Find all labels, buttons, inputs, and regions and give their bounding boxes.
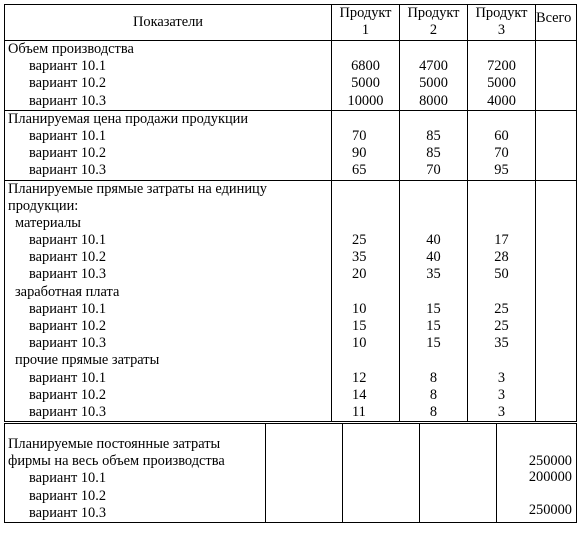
value-cell: 85 [426, 145, 441, 162]
fixed-costs-table [4, 423, 577, 523]
variant-label: вариант 10.1 [29, 127, 107, 144]
fixed-costs-product-2 [343, 424, 420, 523]
production-labels [5, 41, 332, 111]
variant-label: вариант 10.1 [29, 58, 107, 75]
header-product-1 [332, 5, 400, 41]
variant-label: вариант 10.3 [29, 335, 107, 352]
fixed-costs-title-cont: фирмы на весь объем производства [8, 453, 225, 470]
production-product-3 [468, 41, 536, 111]
value-cell: 35 [426, 266, 441, 283]
value-cell: 17 [494, 232, 509, 249]
value-cell: 35 [352, 249, 367, 266]
section-direct-costs [5, 180, 577, 422]
value-cell: 40 [426, 232, 441, 249]
value-cell: 3 [497, 369, 506, 386]
value-cell: 11 [352, 403, 366, 420]
price-total [536, 110, 577, 180]
variant-label: вариант 10.1 [29, 300, 107, 317]
value-cell: 4700 [419, 58, 448, 75]
header-product-1-line1: Продукт [339, 5, 392, 21]
value-cell: 8 [429, 386, 438, 403]
value-cell: 4000 [487, 92, 516, 109]
materials-title: материалы [15, 214, 81, 231]
price-title: Планируемая цена продажи продукции [8, 110, 249, 127]
value-cell: 25 [494, 300, 509, 317]
value-cell: 65 [352, 162, 367, 179]
variant-label: вариант 10.2 [29, 145, 107, 162]
variant-label: вариант 10.2 [29, 249, 107, 266]
value-cell: 200000 [528, 469, 572, 485]
value-cell: 10 [352, 335, 367, 352]
value-cell: 3 [497, 403, 506, 420]
header-product-3-line2: 3 [497, 22, 506, 38]
value-cell: 40 [426, 249, 441, 266]
value-cell: 60 [494, 127, 509, 144]
direct-costs-product-3 [468, 180, 536, 422]
value-cell: 5000 [487, 75, 516, 92]
header-product-2-line2: 2 [429, 22, 438, 38]
variant-label: вариант 10.1 [29, 470, 107, 487]
value-cell: 25 [352, 232, 367, 249]
value-cell: 8 [429, 369, 438, 386]
other-costs-title: прочие прямые затраты [15, 352, 160, 369]
header-total [536, 5, 577, 41]
direct-costs-title-cont: продукции: [8, 197, 79, 214]
value-cell: 20 [352, 266, 367, 283]
direct-costs-product-1 [332, 180, 400, 422]
variant-label: вариант 10.3 [29, 162, 107, 179]
production-total [536, 41, 577, 111]
fixed-costs-product-3 [420, 424, 497, 523]
value-cell: 6800 [351, 58, 380, 75]
header-total-label: Всего [536, 10, 572, 26]
variant-label: вариант 10.3 [29, 92, 107, 109]
value-cell: 250000 [528, 453, 572, 469]
variant-label: вариант 10.2 [29, 318, 107, 334]
direct-costs-title: Планируемые прямые затраты на единицу [8, 180, 267, 197]
header-indicators [5, 5, 332, 41]
value-cell: 70 [352, 127, 367, 144]
value-cell: 28 [494, 249, 509, 266]
value-cell: 15 [352, 318, 367, 334]
header-indicators-label: Показатели [132, 14, 203, 30]
header-product-3-line1: Продукт [475, 5, 528, 21]
value-cell: 5000 [419, 75, 448, 92]
value-cell: 70 [494, 145, 509, 162]
price-labels [5, 110, 332, 180]
section-production [5, 41, 577, 111]
price-product-1 [332, 110, 400, 180]
value-cell: 95 [494, 162, 509, 179]
direct-costs-product-2 [400, 180, 468, 422]
variant-label: вариант 10.1 [29, 369, 107, 386]
fixed-costs-row [5, 424, 577, 523]
header-row [5, 5, 577, 41]
fixed-costs-total [497, 424, 577, 523]
value-cell: 50 [494, 266, 509, 283]
direct-costs-labels [5, 180, 332, 422]
header-product-2 [400, 5, 468, 41]
value-cell: 12 [352, 369, 367, 386]
value-cell: 85 [426, 127, 441, 144]
price-product-2 [400, 110, 468, 180]
variant-label: вариант 10.2 [29, 75, 107, 92]
value-cell: 14 [352, 386, 367, 403]
fixed-costs-product-1 [266, 424, 343, 523]
header-product-1-line2: 1 [361, 22, 370, 38]
section-price [5, 110, 577, 180]
value-cell: 8000 [419, 92, 448, 109]
value-cell: 15 [426, 300, 441, 317]
value-cell: 15 [426, 318, 441, 334]
variant-label: вариант 10.3 [29, 504, 107, 521]
value-cell: 7200 [487, 58, 516, 75]
value-cell: 10000 [347, 92, 384, 109]
header-product-3 [468, 5, 536, 41]
variant-label: вариант 10.2 [29, 487, 107, 504]
variant-label: вариант 10.1 [29, 232, 107, 249]
value-cell: 90 [352, 145, 367, 162]
production-product-1 [332, 41, 400, 111]
fixed-costs-labels [5, 424, 266, 523]
production-title: Объем производства [8, 41, 134, 57]
header-product-2-line1: Продукт [407, 5, 460, 21]
production-product-2 [400, 41, 468, 111]
value-cell: 3 [497, 386, 506, 403]
variant-label: вариант 10.3 [29, 266, 107, 283]
value-cell: 25 [494, 318, 509, 334]
price-product-3 [468, 110, 536, 180]
value-cell: 15 [426, 335, 441, 352]
main-indicators-table [4, 4, 577, 422]
value-cell: 250000 [528, 502, 572, 518]
variant-label: вариант 10.2 [29, 386, 107, 403]
fixed-costs-title: Планируемые постоянные затраты [8, 436, 221, 452]
direct-costs-total [536, 180, 577, 422]
value-cell: 35 [494, 335, 509, 352]
value-cell: 8 [429, 403, 438, 420]
wages-title: заработная плата [15, 283, 120, 300]
value-cell: 5000 [351, 75, 380, 92]
value-cell: 10 [352, 300, 367, 317]
variant-label: вариант 10.3 [29, 403, 107, 420]
value-cell: 70 [426, 162, 441, 179]
